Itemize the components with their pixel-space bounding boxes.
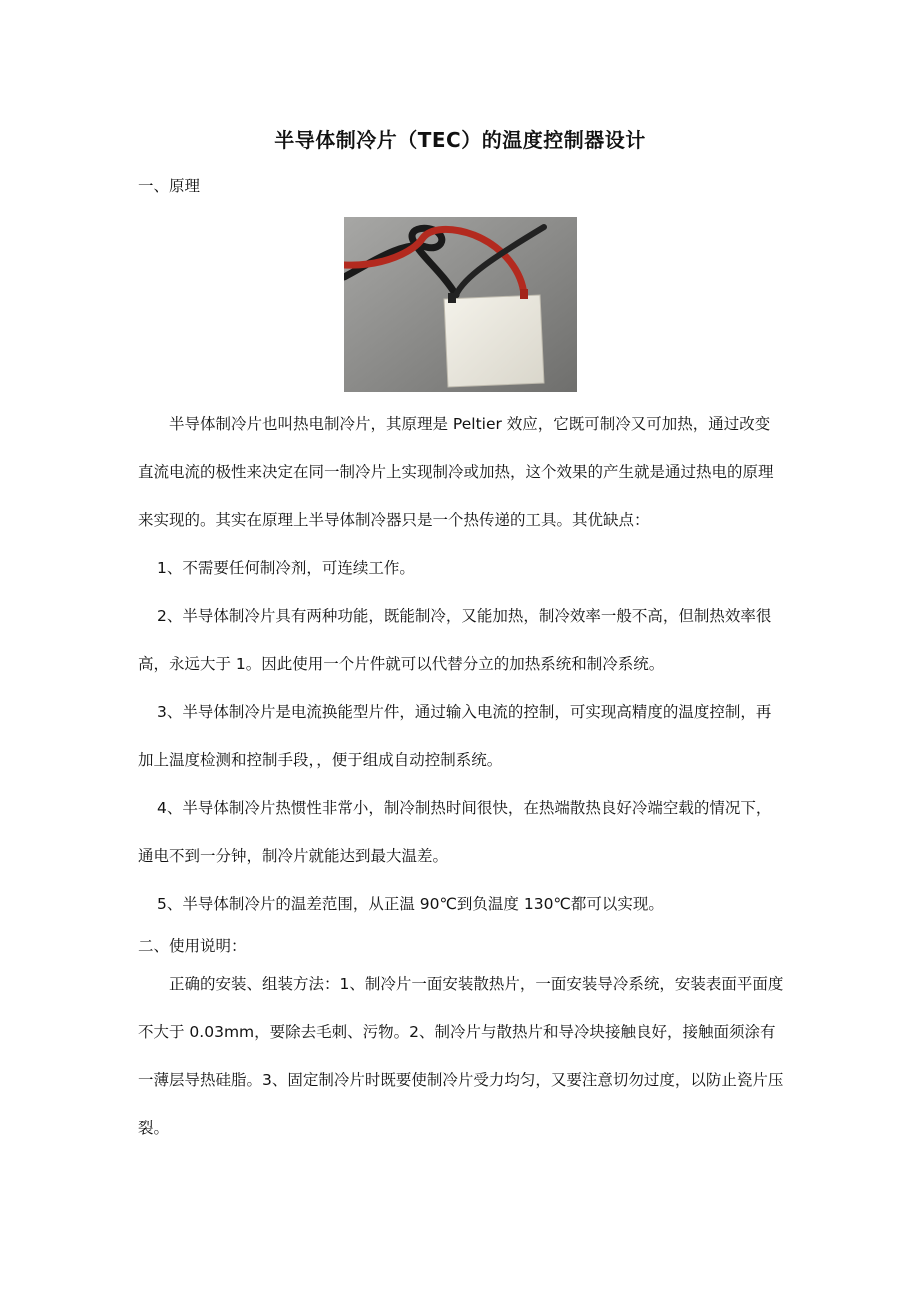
section1-body xyxy=(138,400,784,928)
intro-paragraph: 半导体制冷片也叫热电制冷片，其原理是 Peltier 效应，它既可制冷又可加热，通过改变直流电流的极性来决定在同一制冷片上实现制冷或加热，这个效果的产生就是通过热电的原理来实现的。其实在原理上半导体制冷器只是一个热传递的工具。其优缺点： xyxy=(138,415,774,529)
document-title: 半导体制冷片（TEC）的温度控制器设计 xyxy=(274,128,646,152)
list-item: 4、半导体制冷片热惯性非常小，制冷制热时间很快，在热端散热良好冷端空载的情况下，通电不到一分钟，制冷片就能达到最大温差。 xyxy=(138,799,772,865)
list-item: 2、半导体制冷片具有两种功能，既能制冷，又能加热，制冷效率一般不高，但制热效率很高，永远大于 1。因此使用一个片件就可以代替分立的加热系统和制冷系统。 xyxy=(138,607,772,673)
list-item: 5、半导体制冷片的温差范围，从正温 90℃到负温度 130℃都可以实现。 xyxy=(157,895,664,913)
section-heading-principle: 一、原理 xyxy=(138,177,201,195)
list-item: 1、不需要任何制冷剂，可连续工作。 xyxy=(157,559,415,577)
section-heading-usage: 二、使用说明： xyxy=(138,937,247,955)
peltier-module-photo xyxy=(344,217,577,392)
usage-paragraph: 正确的安装、组装方法：1、制冷片一面安装散热片，一面安装导冷系统，安装表面平面度不大于 0.03mm，要除去毛刺、污物。2、制冷片与散热片和导冷块接触良好，接触面须涂有一薄层导热硅脂。3、固定制冷片时既要使制冷片受力均匀，又要注意切勿过度，以防止瓷片压裂。 xyxy=(138,975,784,1137)
section2-body xyxy=(138,960,784,1152)
list-item: 3、半导体制冷片是电流换能型片件，通过输入电流的控制，可实现高精度的温度控制，再加上温度检测和控制手段，，便于组成自动控制系统。 xyxy=(138,703,772,769)
peltier-module-illustration xyxy=(344,217,577,392)
